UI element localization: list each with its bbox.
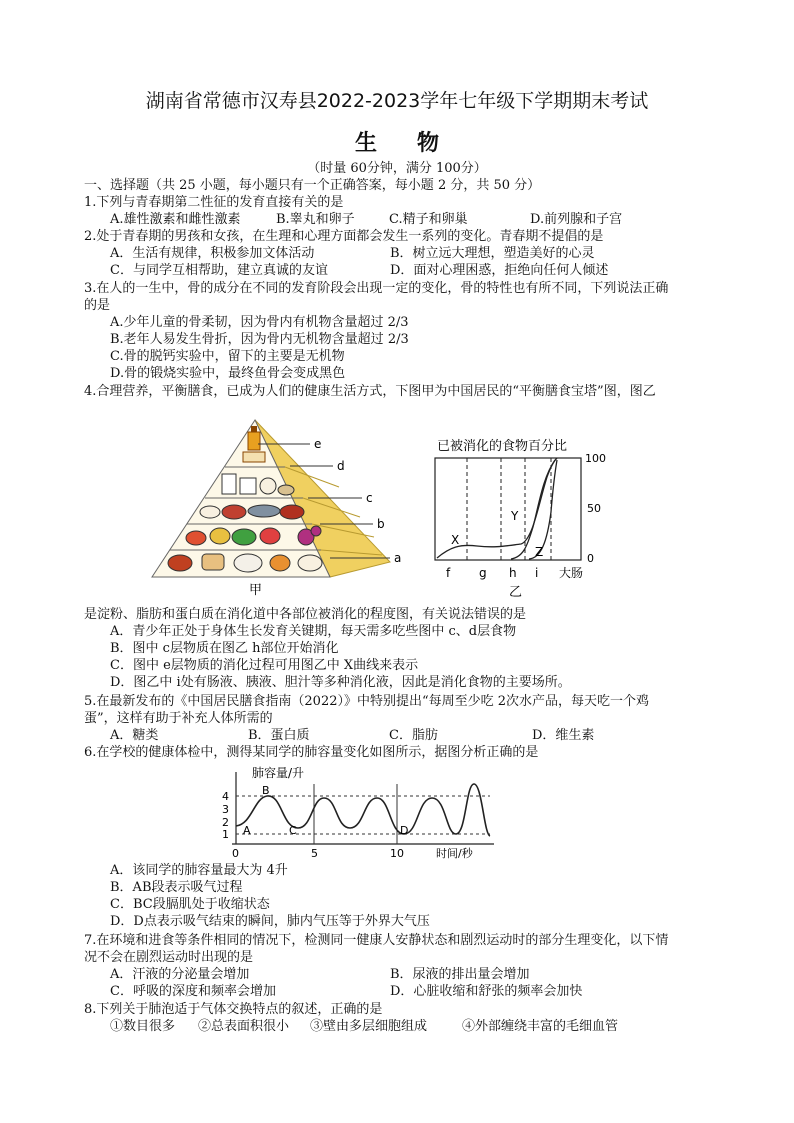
lung-point-b: B [262,784,270,797]
question-5-option-b: B．蛋白质 [248,728,310,743]
lung-x-tick-5: 5 [311,847,318,860]
x-label-f: f [446,566,451,580]
exam-title: 湖南省常德市汉寿县2022-2023学年七年级下学期期末考试 [145,90,649,112]
question-6-option-d: D．D点表示吸气结束的瞬间，肺内气压等于外界大气压 [110,914,430,929]
lung-volume-curve [236,784,490,836]
lung-point-d: D [400,824,409,837]
question-4-option-a: A．青少年正处于身体生长发育关键期，每天需多吃些图中 c、d层食物 [110,624,517,639]
question-6-option-a: A．该同学的肺容量最大为 4升 [110,863,288,878]
question-2-option-d: D．面对心理困惑，拒绝向任何人倾述 [390,263,609,278]
question-7-option-a: A．汗液的分泌量会增加 [110,967,250,982]
question-7-stem-line1: 7.在环境和进食等条件相同的情况下，检测同一健康人安静状态和剧烈运动时的部分生理变化，以下情 [84,933,669,948]
question-2-option-c: C．与同学互相帮助，建立真诚的友谊 [110,263,328,278]
question-8-option-3: ③壁由多层细胞组成 [310,1019,428,1034]
pyramid-label-e: e [314,437,322,451]
question-4-stem-line2: 是淀粉、脂肪和蛋白质在消化道中各部位被消化的程度图，有关说法错误的是 [84,607,527,622]
lung-point-c: C [289,824,297,837]
question-7-option-b: B．尿液的排出量会增加 [390,967,530,982]
figure-yi-caption: 乙 [509,585,523,600]
question-7-option-c: C．呼吸的深度和频率会增加 [110,984,276,999]
lung-y-tick-1: 1 [222,828,229,841]
curve-label-y: Y [511,509,519,523]
time-info: （时量 60分钟，满分 100分） [307,161,487,176]
curve-label-z: Z [535,545,544,559]
question-3-option-d: D.骨的锻烧实验中，最终鱼骨会变成黑色 [110,366,346,381]
x-label-h: h [509,566,517,580]
question-3-option-b: B.老年人易发生骨折，因为骨内无机物含量超过 2/3 [110,332,409,347]
lung-y-tick-2: 2 [222,816,229,829]
question-7-option-d: D．心脏收缩和舒张的频率会加快 [390,984,583,999]
digestion-chart-figure [425,432,625,600]
question-4-option-b: B．图中 c层物质在图乙 h部位开始消化 [110,641,339,656]
lung-x-tick-10: 10 [390,847,404,860]
food-pyramid-figure [140,412,410,597]
question-6-stem: 6.在学校的健康体检中，测得某同学的肺容量变化如图所示，据图分析正确的是 [84,745,539,760]
lung-point-a: A [243,824,251,837]
question-7-stem-line2: 况不会在剧烈运动时出现的是 [84,950,254,965]
question-6-option-c: C．BC段膈肌处于收缩状态 [110,897,270,912]
question-4-stem-line1: 4.合理营养，平衡膳食，已成为人们的健康生活方式，下图甲为中国居民的“平衡膳食宝塔”图，图乙 [84,384,656,399]
question-5-option-d: D．维生素 [532,728,595,743]
question-5-stem-line2: 蛋”，这样有助于补充人体所需的 [84,711,273,726]
question-4-option-c: C．图中 e层物质的消化过程可用图乙中 X曲线来表示 [110,658,419,673]
figure-jia-caption: 甲 [249,583,263,597]
subject-title: 生物 [354,130,479,156]
x-label-g: g [479,566,487,580]
pyramid-label-b: b [377,517,385,531]
question-8-option-4: ④外部缠绕丰富的毛细血管 [462,1019,619,1034]
question-5-stem-line1: 5.在最新发布的《中国居民膳食指南（2022）》中特别提出“每周至少吃 2次水产品，每天吃一个鸡 [84,694,650,709]
question-1-stem: 1.下列与青春期第二性征的发育直接有关的是 [84,195,344,210]
question-3-stem-line2: 的是 [84,298,111,313]
pyramid-label-d: d [337,459,345,473]
pyramid-label-c: c [366,491,373,505]
question-4-option-d: D．图乙中 i处有肠液、胰液、胆汁等多种消化液，因此是消化食物的主要场所。 [110,675,571,690]
question-5-option-c: C．脂肪 [389,728,438,743]
question-8-stem: 8.下列关于肺泡适于气体交换特点的叙述，正确的是 [84,1002,383,1017]
question-2-option-a: A．生活有规律，积极参加文体活动 [110,246,315,261]
lung-chart-ylabel: 肺容量/升 [252,766,305,780]
question-8-option-2: ②总表面积很小 [198,1019,290,1034]
curve-label-x: X [451,533,460,547]
question-5-option-a: A．糖类 [110,728,159,743]
question-1-option-c: C.精子和卵巢 [389,212,468,227]
question-1-option-a: A.雄性激素和雌性激素 [110,212,241,227]
x-label-large-intestine: 大肠 [559,566,584,580]
question-2-option-b: B．树立远大理想，塑造美好的心灵 [390,246,595,261]
question-3-option-a: A.少年儿童的骨柔韧，因为骨内有机物含量超过 2/3 [110,315,409,330]
question-1-option-b: B.睾丸和卵子 [276,212,355,227]
question-6-option-b: B．AB段表示吸气过程 [110,880,243,895]
question-3-stem-line1: 3.在人的一生中，骨的成分在不同的发育阶段会出现一定的变化，骨的特性也有所不同，下列说法正确 [84,281,669,296]
question-8-option-1: ①数目很多 [110,1019,176,1034]
y-tick-50: 50 [587,502,601,515]
digestion-chart-title: 已被消化的食物百分比 [437,439,568,454]
lung-y-tick-4: 4 [222,790,229,803]
lung-y-tick-3: 3 [222,803,229,816]
lung-volume-chart [222,764,512,864]
lung-x-tick-0: 0 [232,847,239,860]
pyramid-label-a: a [394,551,402,565]
x-label-i: i [535,566,539,580]
section-heading: 一、选择题（共 25 小题，每小题只有一个正确答案，每小题 2 分，共 50 分） [84,178,541,193]
y-tick-100: 100 [585,452,606,465]
question-1-option-d: D.前列腺和子宫 [530,212,623,227]
question-2-stem: 2.处于青春期的男孩和女孩，在生理和心理方面都会发生一系列的变化。青春期不提倡的是 [84,229,604,244]
lung-chart-xlabel: 时间/秒 [436,847,473,860]
y-tick-0: 0 [587,552,594,565]
question-3-option-c: C.骨的脱钙实验中，留下的主要是无机物 [110,349,345,364]
